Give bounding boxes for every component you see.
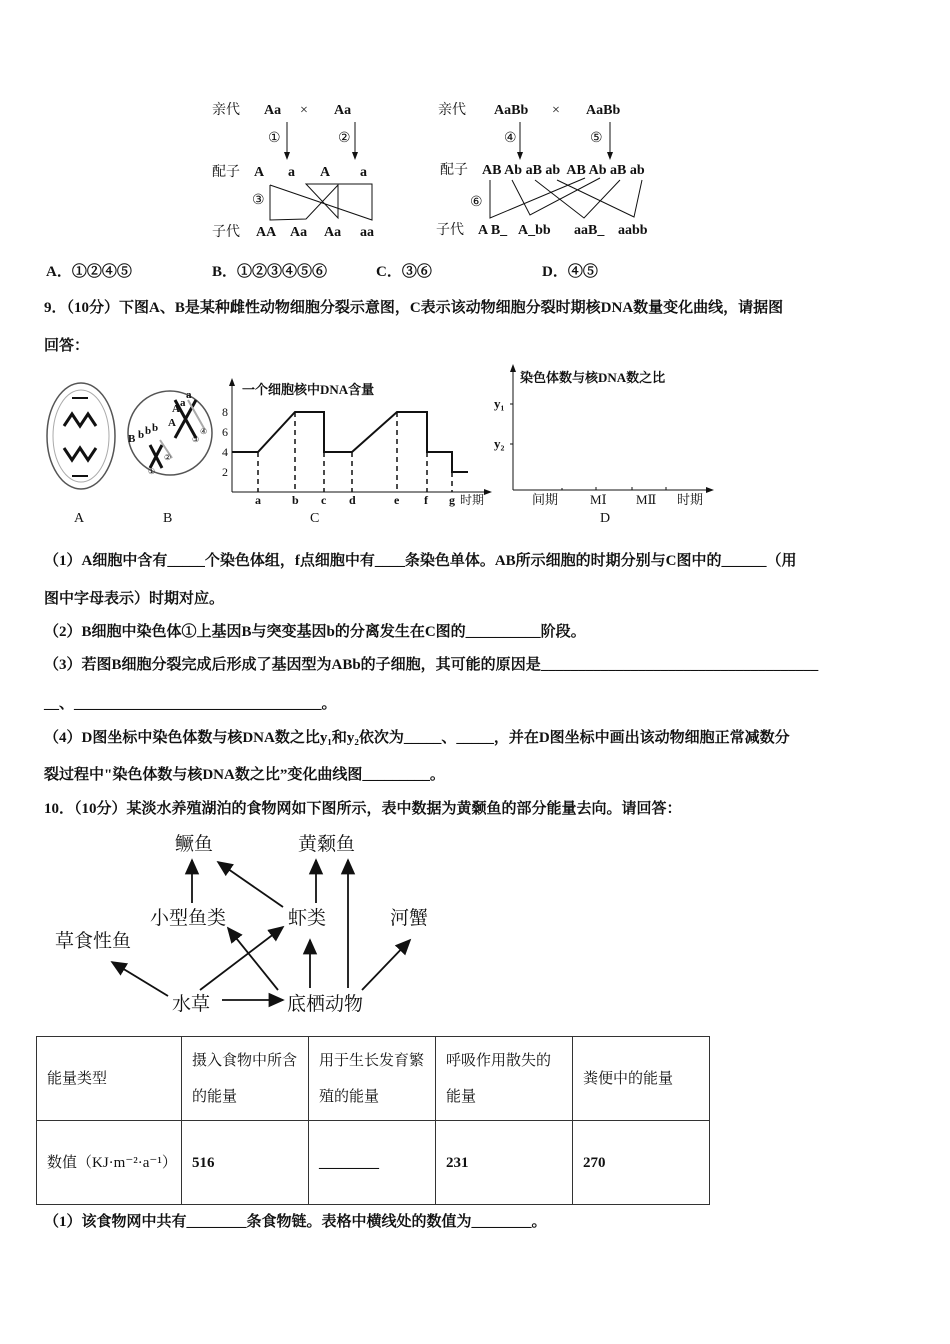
node-shrimp: 虾类 (288, 908, 327, 929)
gene-label: A (172, 403, 180, 415)
figure-d-label: D (600, 511, 611, 526)
table-cell: 270 (573, 1121, 710, 1205)
table-header: 呼吸作用散失的能量 (436, 1037, 573, 1121)
row-label: 数值（KJ·m⁻²·a⁻¹） (37, 1121, 182, 1205)
offspring-label: 子代 (436, 223, 464, 238)
option-d: D．④⑤ (542, 264, 598, 280)
gene-label: b (138, 429, 145, 441)
figure-b-label: B (163, 511, 173, 526)
step-4: ④ (504, 131, 517, 146)
gene-label: B (128, 433, 136, 445)
x-tick: 间期 (532, 492, 559, 507)
y-tick: 6 (222, 425, 228, 439)
gene-label: a (180, 397, 186, 409)
node-aquatic-plants: 水草 (172, 994, 211, 1015)
node-benthic-animals: 底栖动物 (287, 994, 364, 1015)
chromosome-number: ③ (192, 435, 200, 444)
y-tick: 2 (222, 465, 228, 479)
gamete: a (288, 165, 295, 180)
chart-c-title: 一个细胞核中DNA含量 (242, 382, 375, 397)
chromosome-number: ④ (200, 427, 208, 436)
table-header: 能量类型 (37, 1037, 182, 1121)
cross-sign: × (552, 103, 560, 118)
parent-1: AaBb (494, 103, 529, 118)
y-tick: 4 (222, 445, 228, 459)
q9-part4-cont: 裂过程中"染色体数与核DNA数之比”变化曲线图_________。 (44, 767, 445, 783)
node-mandarin-fish: 鳜鱼 (175, 834, 214, 855)
q9-part2: （2）B细胞中染色体①上基因B与突变基因b的分离发生在C图的__________阶段。 (44, 624, 586, 640)
offspring: aa (360, 225, 374, 240)
node-small-fish: 小型鱼类 (150, 908, 227, 929)
x-tick: e (394, 493, 400, 507)
table-header-row (37, 1037, 710, 1121)
chromosome-number: ① (148, 467, 156, 476)
parent-label: 亲代 (212, 103, 240, 118)
step-5: ⑤ (590, 131, 603, 146)
table-cell: 516 (182, 1121, 309, 1205)
x-tick: MⅡ (636, 492, 657, 507)
option-b: B．①②③④⑤⑥ (212, 264, 328, 280)
table-header: 用于生长发育繁殖的能量 (309, 1037, 436, 1121)
gene-label: b (152, 422, 159, 434)
energy-table (36, 1036, 710, 1205)
x-tick: g (449, 493, 455, 507)
x-tick: a (255, 493, 261, 507)
x-tick: b (292, 493, 299, 507)
q9-part4: （4）D图坐标中染色体数与核DNA数之比y₁和y₂依次为_____、_____，并在D图坐标中画出该动物细胞正常减数分 (44, 730, 790, 746)
gamete: A (254, 165, 265, 180)
q9-part1: （1）A细胞中含有_____个染色体组，f点细胞中有____条染色单体。AB所示细胞的时期分别与C图中的______（用 (44, 553, 797, 569)
x-tick: d (349, 493, 356, 507)
node-yellow-catfish: 黄颡鱼 (298, 834, 356, 855)
x-tick: MⅠ (590, 492, 607, 507)
gamete-label: 配子 (212, 165, 240, 180)
chart-d-xlabel: 时期 (677, 492, 704, 507)
q10-stem: 10．（10分）某淡水养殖湖泊的食物网如下图所示，表中数据为黄颡鱼的部分能量去向。请回答： (44, 801, 682, 817)
parent-2: AaBb (586, 103, 621, 118)
gamete-label: 配子 (440, 163, 468, 178)
x-tick: c (321, 493, 327, 507)
node-herbivorous-fish: 草食性鱼 (55, 931, 132, 952)
cross-sign: × (300, 103, 308, 118)
step-3: ③ (252, 193, 265, 208)
offspring: aabb (618, 223, 648, 238)
y-tick: y₂ (494, 436, 505, 451)
option-c: C．③⑥ (376, 264, 432, 280)
q9-part3-cont: __、_________________________________。 (44, 696, 337, 712)
offspring: AA (256, 225, 277, 240)
gene-label: b (145, 425, 152, 437)
chart-c-xlabel: 时期 (460, 493, 485, 507)
chromosome-number: ② (164, 453, 172, 462)
offspring: A_bb (518, 223, 551, 238)
node-river-crab: 河蟹 (390, 908, 429, 929)
step-2: ② (338, 131, 351, 146)
q9-part1-cont: 图中字母表示）时期对应。 (44, 591, 225, 607)
figure-a-label: A (74, 511, 85, 526)
chart-d-title: 染色体数与核DNA数之比 (520, 370, 666, 385)
offspring-label: 子代 (212, 225, 240, 240)
parent-2: Aa (334, 103, 352, 118)
gamete: A (320, 165, 331, 180)
gametes: AB Ab aB ab AB Ab aB ab (482, 163, 645, 178)
q10-part1: （1）该食物网中共有________条食物链。表格中横线处的数值为________。 (44, 1214, 547, 1230)
step-1: ① (268, 131, 281, 146)
offspring: Aa (290, 225, 308, 240)
gene-label: A (168, 417, 176, 429)
x-tick: f (424, 493, 428, 507)
table-header: 粪便中的能量 (573, 1037, 710, 1121)
parent-label: 亲代 (438, 103, 466, 118)
step-6: ⑥ (470, 195, 483, 210)
gene-label: a (186, 389, 192, 401)
table-cell-blank: ________ (309, 1121, 436, 1205)
gamete: a (360, 165, 367, 180)
table-header: 摄入食物中所含的能量 (182, 1037, 309, 1121)
table-row (37, 1121, 710, 1205)
y-tick: y₁ (494, 396, 505, 411)
q9-part3: （3）若图B细胞分裂完成后形成了基因型为ABb的子细胞，其可能的原因是_____________________________________ (44, 657, 819, 673)
y-tick: 8 (222, 405, 228, 419)
q9-stem-cont: 回答： (44, 338, 90, 354)
offspring: A B_ (478, 223, 508, 238)
table-cell: 231 (436, 1121, 573, 1205)
parent-1: Aa (264, 103, 282, 118)
offspring: aaB_ (574, 223, 605, 238)
offspring: Aa (324, 225, 342, 240)
figure-c-label: C (310, 511, 320, 526)
q9-stem: 9．（10分）下图A、B是某种雌性动物细胞分裂示意图，C表示该动物细胞分裂时期核DNA数量变化曲线，请据图 (44, 300, 784, 316)
option-a: A．①②④⑤ (46, 264, 132, 280)
